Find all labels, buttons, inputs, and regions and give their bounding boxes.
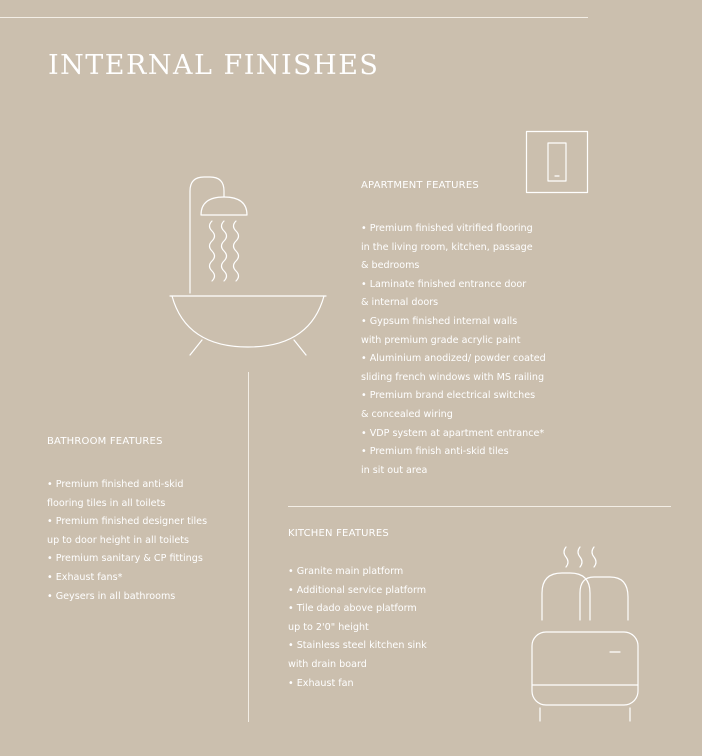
list-item: • Premium finished vitrified flooring in the living room, kitchen, passage & bedrooms: [361, 223, 533, 272]
list-item: • Stainless steel kitchen sink with drain board: [288, 640, 427, 670]
bathroom-features-list: [47, 476, 207, 606]
bathtub-shower-icon: [168, 175, 328, 360]
bathroom-features-heading: BATHROOM FEATURES: [47, 436, 163, 447]
list-item: • Premium finished designer tiles up to door height in all toilets: [47, 516, 208, 546]
list-item: • Premium finish anti-skid tiles in sit out area: [361, 446, 509, 476]
list-item: • Additional service platform: [288, 584, 427, 596]
list-item: • VDP system at apartment entrance*: [361, 427, 545, 439]
list-item: • Laminate finished entrance door & internal doors: [361, 278, 527, 309]
list-item: • Premium sanitary & CP fittings: [47, 553, 203, 565]
list-item: • Aluminium anodized/ powder coated sliding french windows with MS railing: [361, 353, 546, 383]
list-item: • Geysers in all bathrooms: [47, 590, 176, 602]
vertical-divider: [248, 372, 249, 722]
list-item: • Premium brand electrical switches & concealed wiring: [361, 390, 536, 420]
kitchen-features-heading: KITCHEN FEATURES: [288, 528, 389, 539]
apartment-features-list: [361, 220, 546, 480]
kitchen-features-list: [288, 563, 427, 693]
top-divider: [0, 17, 588, 18]
list-item: • Exhaust fan: [288, 677, 354, 689]
toaster-icon: [530, 545, 640, 725]
apartment-features-heading: APARTMENT FEATURES: [361, 180, 479, 191]
list-item: • Tile dado above platform up to 2'0" height: [288, 603, 417, 633]
list-item: • Exhaust fans*: [47, 571, 123, 583]
switch-icon: [526, 131, 588, 193]
page-title: INTERNAL FINISHES: [48, 50, 380, 81]
list-item: • Premium finished anti-skid flooring tiles in all toilets: [47, 479, 184, 509]
list-item: • Gypsum finished internal walls with premium grade acrylic paint: [361, 315, 521, 346]
list-item: • Granite main platform: [288, 566, 404, 577]
kitchen-divider: [288, 506, 671, 507]
